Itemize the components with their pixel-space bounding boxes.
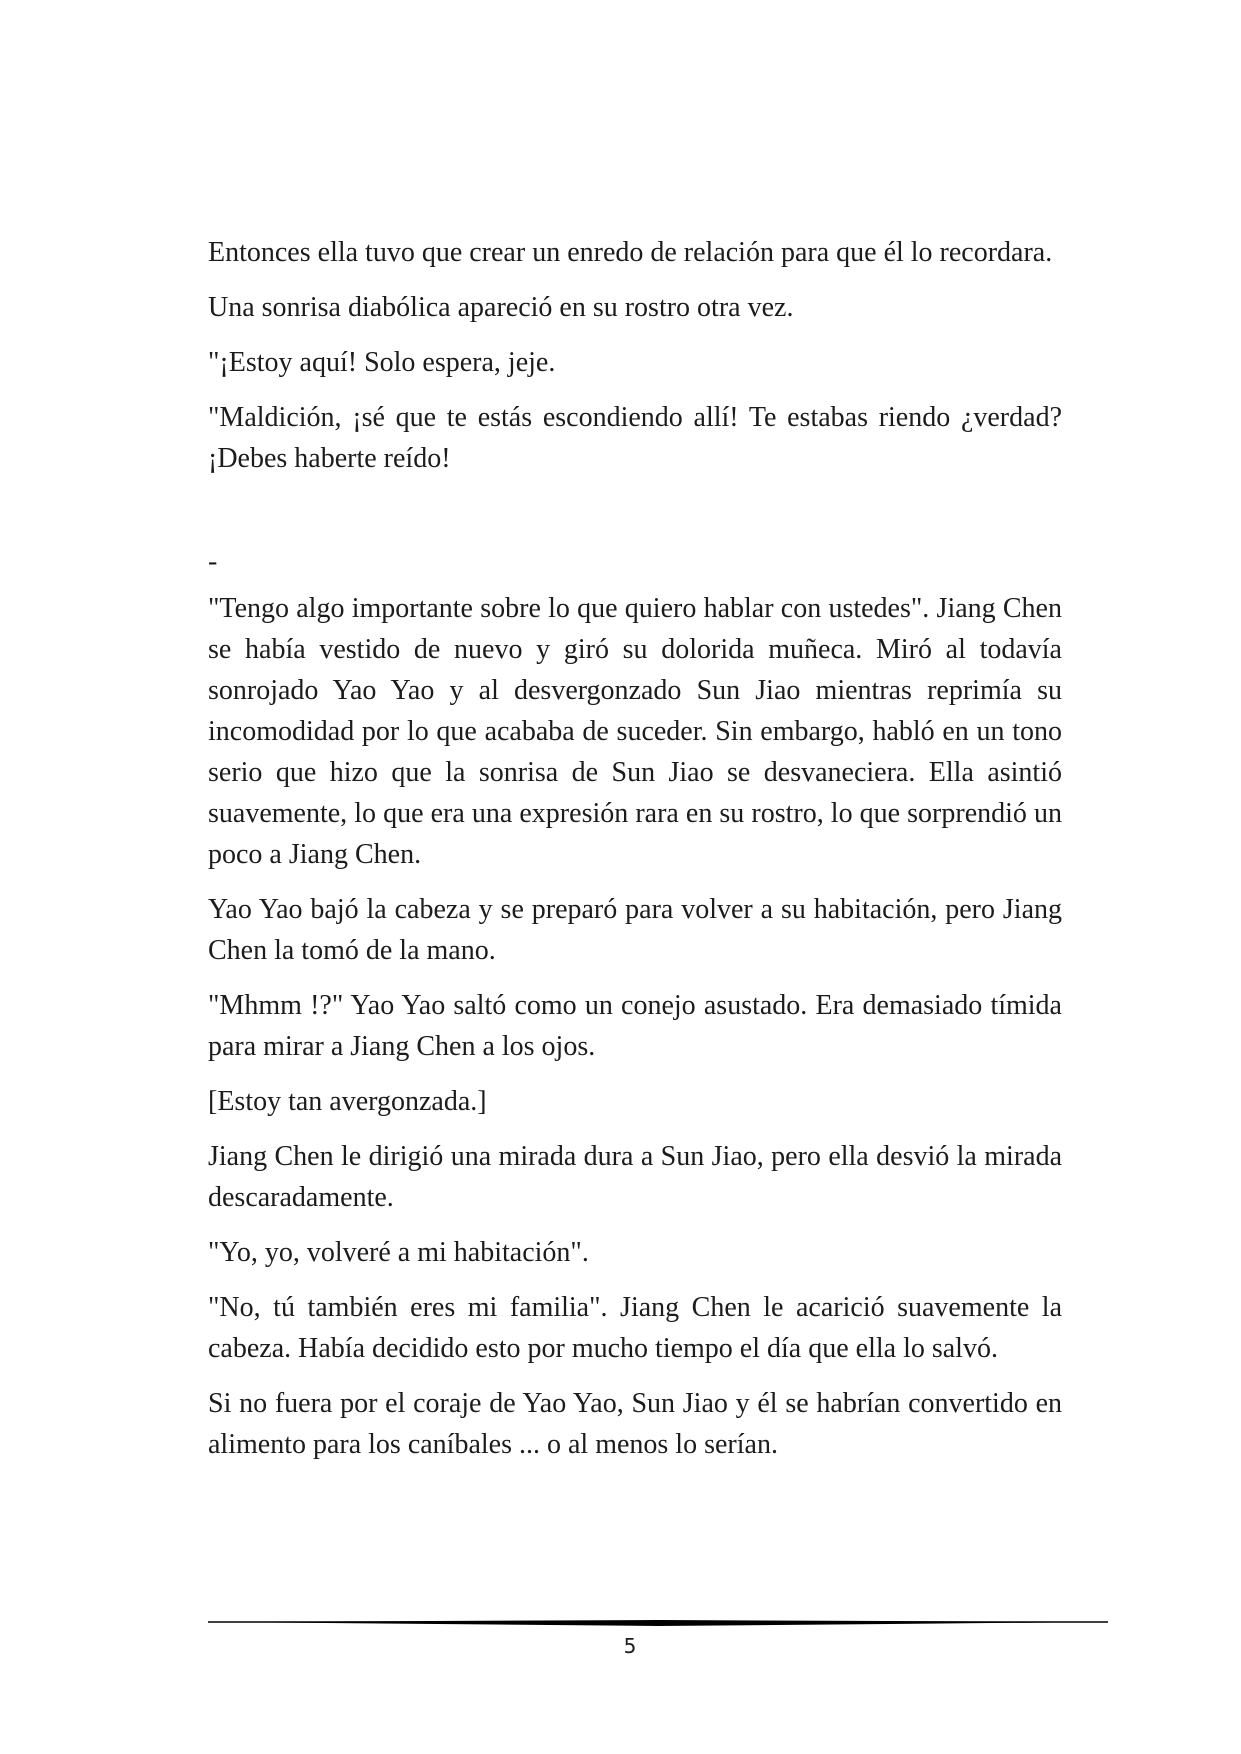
paragraph: Entonces ella tuvo que crear un enredo de relación para que él lo recordara. — [208, 237, 1053, 268]
paragraph: "Yo, yo, volveré a mi habitación". — [208, 1237, 589, 1268]
paragraph: [Estoy tan avergonzada.] — [208, 1086, 487, 1117]
footer-rule-shape — [208, 1620, 1108, 1626]
scene-separator: - — [208, 546, 218, 577]
paragraph: "Mhmm !?" Yao Yao saltó como un conejo asustado. Era demasiado tímida para mirar a Jiang Chen a los ojos. — [208, 990, 1062, 1062]
paragraph: Una sonrisa diabólica apareció en su rostro otra vez. — [208, 292, 794, 323]
paragraph: "No, tú también eres mi familia". Jiang Chen le acarició suavemente la cabeza. Había decidido esto por mucho tiempo el día que ella lo salvó. — [208, 1292, 1062, 1364]
paragraph: "¡Estoy aquí! Solo espera, jeje. — [208, 347, 556, 378]
page-body — [208, 232, 1062, 1479]
footer-rule — [208, 1616, 1108, 1630]
paragraph: "Maldición, ¡sé que te estás escondiendo allí! Te estabas riendo ¿verdad? ¡Debes haberte reído! — [208, 402, 1062, 474]
page-number: 5 — [623, 1634, 637, 1658]
paragraph: "Tengo algo importante sobre lo que quiero hablar con ustedes". Jiang Chen se había vestido de nuevo y giró su dolorida muñeca. Miró al todavía sonrojado Yao Yao y al desvergonzado Sun Jiao mientras reprimía su incomodidad por lo que acababa de suceder. Sin embargo, habló en un tono serio que hizo que la sonrisa de Sun Jiao se desvaneciera. Ella asintió suavemente, lo que era una expresión rara en su rostro, lo que sorprendió un poco a Jiang Chen. — [208, 593, 1062, 870]
paragraph: Yao Yao bajó la cabeza y se preparó para volver a su habitación, pero Jiang Chen la tomó de la mano. — [208, 894, 1062, 966]
paragraph: Jiang Chen le dirigió una mirada dura a Sun Jiao, pero ella desvió la mirada descaradamente. — [208, 1141, 1062, 1213]
paragraph: Si no fuera por el coraje de Yao Yao, Sun Jiao y él se habrían convertido en alimento para los caníbales ... o al menos lo serían. — [208, 1388, 1062, 1460]
